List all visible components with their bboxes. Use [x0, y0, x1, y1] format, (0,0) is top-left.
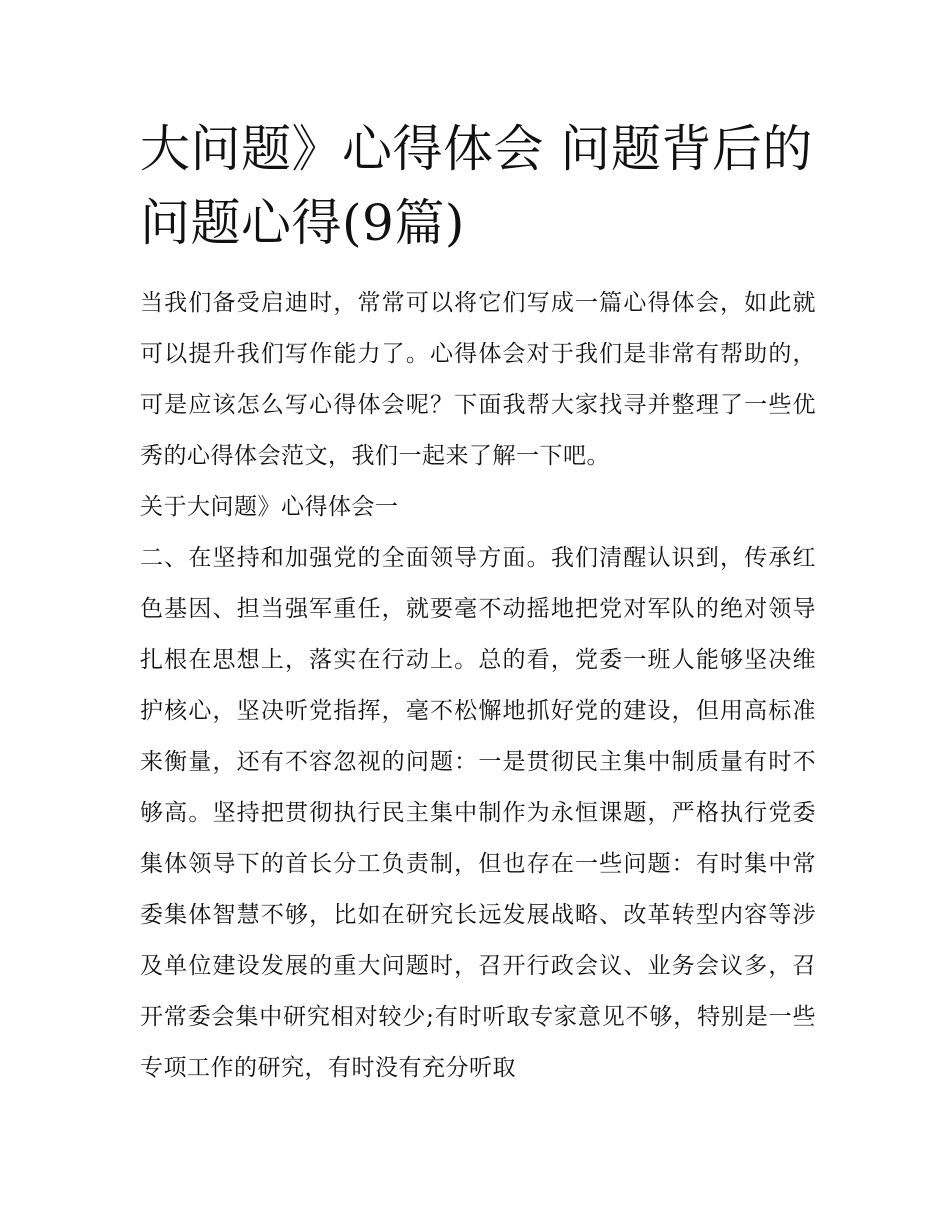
document-title: 大问题》心得体会 问题背后的问题心得(9篇) — [140, 120, 813, 252]
section-paragraph: 二、在坚持和加强党的全面领导方面。我们清醒认识到，传承红色基因、担当强军重任，就要毫不动摇地把党对军队的绝对领导扎根在思想上，落实在行动上。总的看，党委一班人能够坚决维护核心，坚决听党指挥，毫不松懈地抓好党的建设，但用高标准来衡量，还有不容忽视的问题：一是贯彻民主集中制质量有时不够高。坚持把贯彻执行民主集中制作为永恒课题，严格执行党委集体领导下的首长分工负责制，但也存在一些问题：有时集中常委集体智慧不够，比如在研究长远发展战略、改革转型内容等涉及单位建设发展的重大问题时，召开行政会议、业务会议多，召开常委会集中研究相对较少;有时听取专家意见不够，特别是一些专项工作的研究，有时没有充分听取 — [140, 545, 816, 1081]
document-body — [140, 278, 816, 1094]
intro-paragraph: 当我们备受启迪时，常常可以将它们写成一篇心得体会，如此就可以提升我们写作能力了。心得体会对于我们是非常有帮助的，可是应该怎么写心得体会呢？下面我帮大家找寻并整理了一些优秀的心得体会范文，我们一起来了解一下吧。 — [140, 290, 816, 469]
section-heading: 关于大问题》心得体会一 — [140, 494, 399, 520]
